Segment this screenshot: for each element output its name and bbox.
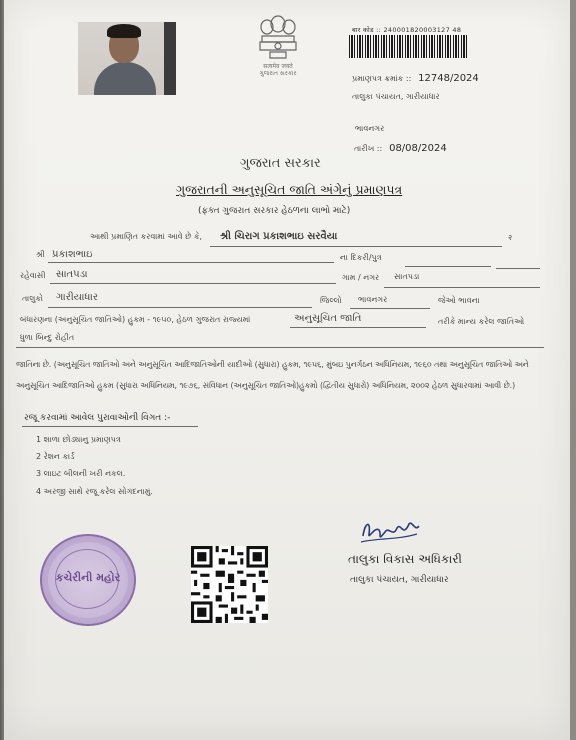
resident-label: રહેવાસી (20, 271, 46, 280)
evidence-underline (22, 426, 198, 427)
government-title: ગુજરાત સરકાર (240, 156, 321, 171)
recognized-text: તરીકે માન્ય કરેલ જાતિઓ (438, 317, 525, 326)
emblem-motto: सत्यमेव जयते (263, 63, 293, 70)
category-underline (290, 327, 426, 328)
father-underline (48, 262, 334, 263)
evidence-heading: રજૂ કરવામાં આવેલ પુરાવાઓની વિગત :- (24, 413, 171, 423)
certificate-number-label: પ્રમાણપત્ર ક્રમાંક :: (352, 74, 412, 83)
issue-date: 08/08/2024 (389, 143, 447, 154)
legal-paragraph: જાતિના છે. (અનુસૂચિત જાતિઓ અને અનુસૂચિત આદિજાતિઓની યાદીઓ (સુધારા) હુકમ, ૧૯૫૬, મુંબઇ પુનર્ગઠન અધિનિયમ, ૧૯૬૦ તથા અનુસૂચિત જાતિઓ અને અનુસૂચિત આદિજાતિઓ હુકમ (સુધારા અધિનિયમ, ૧૯૭૬, સંવિધાન (અનુસૂચિત જાતિઓ)હુકમો (દ્વિતીય સુધારો) અધિનિયમ, ૨૦૦૨ હેઠળ સુધારવામાં આવી છે.) (16, 360, 529, 390)
certificate-number: 12748/2024 (418, 73, 479, 84)
national-emblem (248, 10, 308, 80)
village-value: સાતપડા (394, 272, 420, 281)
son-underline (405, 266, 491, 267)
caste-underline (16, 347, 544, 348)
issuing-office: તાલુકા પંચાયત, ગારીયાધાર (352, 92, 440, 101)
barcode-number: बार कोड :: 240001820003127 48 (352, 26, 462, 34)
order-text: બંધારણના (અનુસૂચિત જાતિઓ) હુકમ - ૧૯૫૦, હેઠળ ગુજરાત રાજ્યમાં (20, 315, 251, 324)
officer-title: તાલુકા વિકાસ અધિકારી (348, 552, 462, 566)
certificate-subtitle: (ફક્ત ગુજરાત સરકાર હેઠળના લાભો માટે) (198, 206, 351, 216)
evidence-item: 4 અરજી સાથે રજૂ કરેલ સોગંદનામું. (36, 487, 153, 496)
date-label: તારીખ :: (354, 144, 383, 153)
shri-label: શ્રી (36, 250, 45, 259)
certify-text: આથી પ્રમાણિત કરવામાં આવે છે કે, (90, 232, 203, 241)
seal-text: કચેરીની મહોર (55, 571, 121, 584)
emblem-caption: ગુજરાત સરકાર (259, 70, 297, 77)
district-value: ભાવનગર (358, 295, 388, 304)
name-underline (210, 246, 502, 247)
son-daughter-label: ના દિકરી/પુત્ર (340, 253, 382, 262)
belongs-text: જેઓ ભાવના (438, 296, 480, 305)
taluka-underline (48, 307, 312, 308)
resident-value: સાતપડા (56, 269, 88, 280)
name-line-end: २ (508, 233, 513, 242)
category-value: અનુસૂચિત જાતિ (294, 313, 362, 324)
evidence-item: 1 શાળા છોડ્યાનુ પ્રમાણપત્ર (36, 435, 121, 444)
district-label: જિલ્લો (320, 296, 342, 305)
taluka-label: તાલુકો (22, 294, 43, 303)
evidence-item: 2 રેશન કાર્ડ (36, 452, 75, 461)
date-row (354, 143, 447, 154)
taluka-value: ગારીયાધાર (56, 292, 99, 303)
village-label: ગામ / નગર (342, 273, 380, 282)
resident-underline (50, 283, 336, 284)
officer-office: તાલુકા પંચાયત, ગારીયાધાર (350, 575, 449, 585)
certificate-number-row (352, 73, 479, 84)
certificate-title: ગુજરાતની અનુસૂચિત જાતિ અંગેનું પ્રમાણપત્ર (176, 182, 403, 197)
photo-body (94, 62, 156, 95)
photo-edge (164, 22, 176, 95)
photo-hair (107, 24, 141, 38)
barcode (349, 35, 467, 58)
applicant-photo (78, 22, 176, 95)
place: ભાવનગર (355, 124, 385, 133)
office-seal (40, 534, 136, 626)
son-underline-2 (496, 268, 540, 269)
officer-signature (357, 514, 427, 550)
qr-code (191, 546, 268, 623)
emblem-icon (248, 10, 308, 62)
applicant-name: શ્રી ચિરાગ પ્રકાશભાઇ સરવૈયા (220, 231, 338, 242)
father-name: પ્રકાશભાઇ (52, 249, 93, 260)
caste-value: ધુળા બિન્દુ રોહીત (20, 333, 75, 342)
village-underline (384, 287, 540, 288)
district-underline (350, 308, 430, 309)
evidence-item: 3 લાઇટ બીલની ખરી નકલ. (36, 469, 126, 478)
